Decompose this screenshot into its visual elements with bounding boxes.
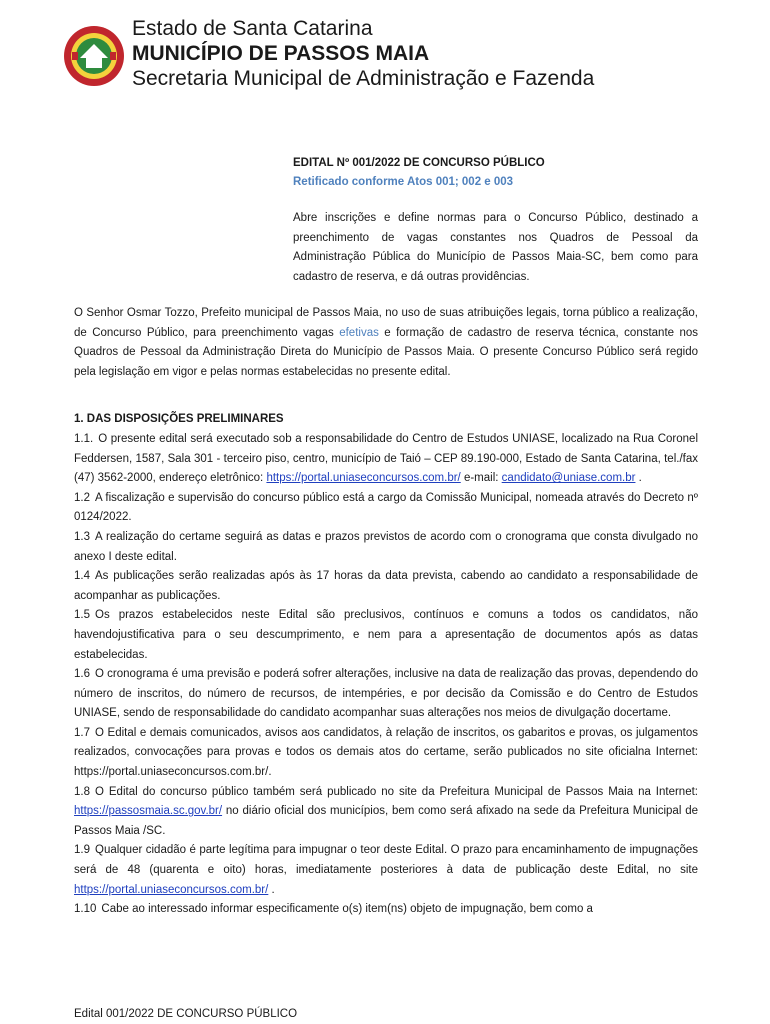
item-1-8 [74,783,698,842]
retification-note: Retificado conforme Atos 001; 002 e 003 [293,176,514,188]
item-text: A fiscalização e supervisão do concurso público está a cargo da Comissão Municipal, nomeada através do Decreto nº 0124/2022. [74,491,698,524]
document-body [74,304,698,920]
item-text: A realização do certame seguirá as datas e prazos previstos de acordo com o cronograma que consta divulgado no anexo I deste edital. [74,530,698,563]
item-number: 1.10 [74,903,97,916]
prefeitura-link[interactable]: https://passosmaia.sc.gov.br/ [74,805,223,818]
item-number: 1.6 [74,668,90,681]
edital-title-block [293,154,698,287]
item-text: O cronograma é uma previsão e poderá sofrer alterações, inclusive na data de realização das provas, dependendo do número de inscritos, do número de recursos, de intempéries, e por decisão da Comissão e do Centro de Estudos UNIASE, sendo de responsabilidade do candidato acompanhar suas alterações nos meios de divulgação docertame. [74,668,698,720]
item-1-5 [74,606,698,665]
item-number: 1.5 [74,609,90,622]
intro-paragraph [74,304,698,382]
item-1-1 [74,430,698,489]
item-text: O Edital e demais comunicados, avisos aos candidatos, à relação de inscritos, os gabaritos e provas, os julgamentos realizados, convocações para provas e todos os demais atos do certame, serão publicados no site oficialna Internet: https://portal.uniaseconcursos.com.br/. [74,726,698,779]
item-1-2 [74,489,698,528]
item-text: Cabe ao interessado informar especificamente o(s) item(ns) objeto de impugnação, bem como a [101,903,593,916]
item-text: O Edital do concurso público também será publicado no site da Prefeitura Municipal de Passos Maia na Internet: [95,785,698,798]
item-text: . [635,472,642,485]
item-text: O presente edital será executado sob a responsabilidade do Centro de Estudos UNIASE, localizado na Rua Coronel Feddersen, 1587, Sala 301 - terceiro piso, centro, município de Taió – CEP 89.190-000, Estado de Santa Catarina, tel./fax (47) 3562-2000, endereço eletrônico: [74,432,698,485]
item-1-9 [74,841,698,900]
intro-highlight: efetivas [339,326,379,339]
intro-text-2: e formação de cadastro de reserva técnica, constante nos Quadros de Pessoal da Administração Direta do Município de Passos Maia. O presente Concurso Público será regido pela legislação em vigor e pelas normas estabelecidas no presente edital. [74,326,698,378]
portal-link[interactable]: https://portal.uniaseconcursos.com.br/ [266,472,461,485]
department-name: Secretaria Municipal de Administração e Fazenda [132,67,595,90]
section-heading: 1. DAS DISPOSIÇÕES PRELIMINARES [74,413,284,426]
item-1-4 [74,567,698,606]
email-link[interactable]: candidato@uniase.com.br [501,472,636,485]
item-1-6 [74,665,698,724]
item-number: 1.1. [74,432,94,445]
item-text: Os prazos estabelecidos neste Edital são preclusivos, contínuos e comuns a todos os candidatos, não havendojustificativa para o seu descumprimento, e nem para a apresentação de documentos após as datas estabelecidas. [74,609,698,661]
intro-text-1: O Senhor Osmar Tozzo, Prefeito municipal de Passos Maia, no uso de suas atribuições legais, torna público a realização, de Concurso Público, para preenchimento vagas [74,307,698,339]
item-number: 1.7 [74,726,90,739]
page-footer: Edital 001/2022 DE CONCURSO PÚBLICO [74,1008,298,1020]
item-number: 1.3 [74,530,90,543]
portal-link[interactable]: https://portal.uniaseconcursos.com.br/ [74,883,269,896]
item-number: 1.9 [74,844,90,857]
edital-title: EDITAL Nº 001/2022 DE CONCURSO PÚBLICO [293,157,545,169]
letterhead [62,16,752,96]
item-text: e-mail: [460,472,502,485]
item-1-10 [74,900,698,920]
item-text: no diário oficial dos municípios, bem como será afixado na sede da Prefeitura Municipal de Passos Maia /SC. [74,805,698,837]
item-text: Qualquer cidadão é parte legítima para impugnar o teor deste Edital. O prazo para encaminhamento de impugnações será de 48 (quarenta e oito) horas, imediatamente posteriores à data de publicação deste Edital, no site [74,844,698,877]
item-1-7 [74,724,698,783]
item-number: 1.2 [74,491,90,504]
edital-summary: Abre inscrições e define normas para o Concurso Público, destinado a preenchimento de vagas constantes nos Quadros de Pessoal da Administração Pública do Município de Passos Maia-SC, bem como para cadastro de reserva, e dá outras providências. [293,212,698,283]
state-name: Estado de Santa Catarina [132,17,373,40]
item-1-3 [74,528,698,567]
item-number: 1.4 [74,570,90,583]
item-text: . [268,883,275,896]
item-text: As publicações serão realizadas após às 17 horas da data prevista, cabendo ao candidato a responsabilidade de acompanhar as publicações. [74,570,698,602]
item-number: 1.8 [74,785,90,798]
municipal-seal-logo [62,24,126,88]
municipality-name: MUNICÍPIO DE PASSOS MAIA [132,42,430,65]
